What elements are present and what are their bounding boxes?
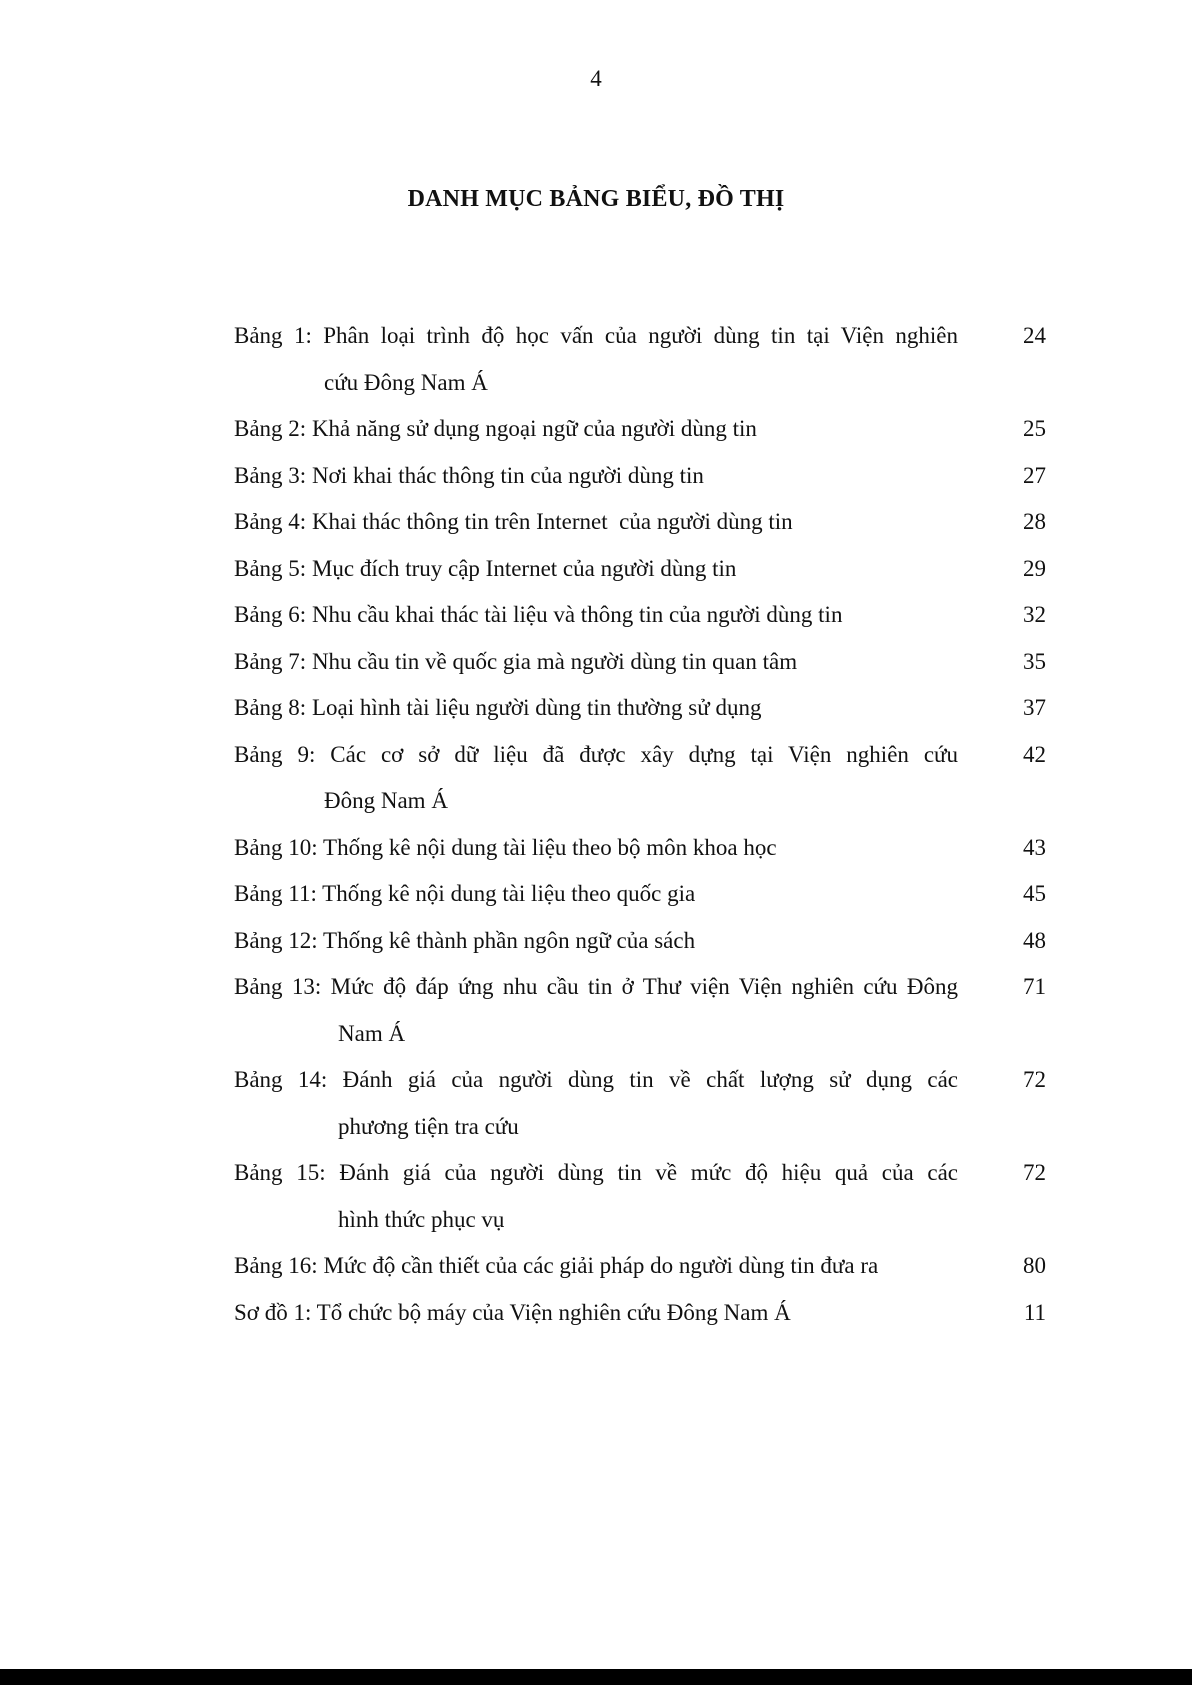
toc-entry-continuation: hình thức phục vụ [338,1206,505,1232]
toc-entry-label: Bảng 6: Nhu cầu khai thác tài liệu và thông tin của người dùng tin [234,602,843,627]
toc-entry-text [234,406,958,453]
toc-entry-label: Bảng 1: Phân loại trình độ học vấn của người dùng tin tại Viện nghiên [234,323,958,348]
toc-entry-bang-10[interactable] [234,825,1046,872]
toc-entry-bang-6[interactable] [234,592,1046,639]
toc-entry-text [234,639,958,686]
toc-entry-bang-9[interactable] [234,732,1046,825]
toc-entry-text [234,1243,958,1290]
toc-entry-page: 32 [1023,602,1046,627]
toc-entry-label: Bảng 8: Loại hình tài liệu người dùng tin thường sử dụng [234,695,762,720]
toc-entry-bang-8[interactable] [234,685,1046,732]
toc-entry-label: Bảng 3: Nơi khai thác thông tin của người dùng tin [234,462,704,488]
toc-entry-text [234,453,958,500]
toc-entry-label: Bảng 15: Đánh giá của người dùng tin về mức độ hiệu quả của các [234,1160,958,1185]
toc-entry-page: 45 [1023,881,1046,906]
toc-entry-bang-2[interactable] [234,406,1046,453]
toc-entry-page: 48 [1023,927,1046,953]
toc-entry-label: Bảng 9: Các cơ sở dữ liệu đã được xây dựng tại Viện nghiên cứu [234,741,958,767]
toc-entry-text [234,732,958,825]
toc-entry-text [234,825,958,872]
toc-entry-bang-15[interactable] [234,1150,1046,1243]
toc-entry-page: 42 [1023,741,1046,767]
toc-entry-bang-4[interactable] [234,499,1046,546]
toc-entry-text [234,499,958,546]
toc-entry-text [234,313,958,406]
toc-entry-continuation: cứu Đông Nam Á [324,369,488,395]
toc-entry-page: 24 [1023,323,1046,348]
toc-entry-text [234,685,958,732]
toc-entry-label: Sơ đồ 1: Tổ chức bộ máy của Viện nghiên cứu Đông Nam Á [234,1299,791,1325]
toc-entry-page: 71 [1023,974,1046,999]
toc-entry-continuation: Nam Á [338,1020,406,1046]
toc-entry-bang-11[interactable] [234,871,1046,918]
toc-entry-label: Bảng 11: Thống kê nội dung tài liệu theo quốc gia [234,881,696,906]
toc-entry-bang-14[interactable] [234,1057,1046,1150]
bottom-border [0,1669,1192,1685]
toc-entry-continuation: Đông Nam Á [324,788,448,813]
toc-entry-label: Bảng 16: Mức độ cần thiết của các giải pháp do người dùng tin đưa ra [234,1253,879,1278]
page-number: 4 [590,66,602,91]
toc-entry-page: 11 [1023,1299,1046,1325]
toc-entry-bang-3[interactable] [234,453,1046,500]
toc-entry-label: Bảng 14: Đánh giá của người dùng tin về chất lượng sử dụng các [234,1067,958,1092]
toc-entry-page: 43 [1023,834,1046,860]
toc-entry-continuation: phương tiện tra cứu [338,1113,519,1139]
toc-entry-text [234,1290,958,1337]
toc-entry-page: 27 [1023,462,1046,488]
toc-entry-bang-16[interactable] [234,1243,1046,1290]
toc-entry-text [234,918,958,965]
toc-entry-text [234,1150,958,1243]
toc-entry-bang-13[interactable] [234,964,1046,1057]
toc-entry-label: Bảng 4: Khai thác thông tin trên Internet của người dùng tin [234,509,793,534]
toc-entry-text [234,871,958,918]
toc-entry-page: 35 [1023,648,1046,674]
toc-entry-bang-12[interactable] [234,918,1046,965]
toc-entry-page: 37 [1023,695,1046,720]
toc-entry-page: 25 [1023,416,1046,441]
toc-entry-label: Bảng 13: Mức độ đáp ứng nhu cầu tin ở Thư viện Viện nghiên cứu Đông [234,974,958,999]
page-title: DANH MỤC BẢNG BIỂU, ĐỒ THỊ [407,186,785,212]
toc-entry-label: Bảng 2: Khả năng sử dụng ngoại ngữ của người dùng tin [234,416,757,441]
toc-entry-bang-5[interactable] [234,546,1046,593]
toc-entry-page: 72 [1023,1160,1046,1185]
toc-entry-page: 28 [1023,509,1046,534]
toc-entry-text [234,1057,958,1150]
toc-entry-text [234,964,958,1057]
toc-entry-label: Bảng 7: Nhu cầu tin về quốc gia mà người dùng tin quan tâm [234,648,798,674]
table-of-figures [234,313,1046,1336]
toc-entry-page: 80 [1023,1253,1046,1278]
toc-entry-label: Bảng 5: Mục đích truy cập Internet của người dùng tin [234,555,737,581]
toc-entry-page: 29 [1023,555,1046,581]
toc-entry-label: Bảng 12: Thống kê thành phần ngôn ngữ của sách [234,927,696,953]
toc-entry-bang-7[interactable] [234,639,1046,686]
toc-entry-page: 72 [1023,1067,1046,1092]
toc-entry-text [234,546,958,593]
toc-entry-bang-1[interactable] [234,313,1046,406]
toc-entry-text [234,592,958,639]
toc-entry-so-do-1[interactable] [234,1290,1046,1337]
toc-entry-label: Bảng 10: Thống kê nội dung tài liệu theo bộ môn khoa học [234,834,777,860]
